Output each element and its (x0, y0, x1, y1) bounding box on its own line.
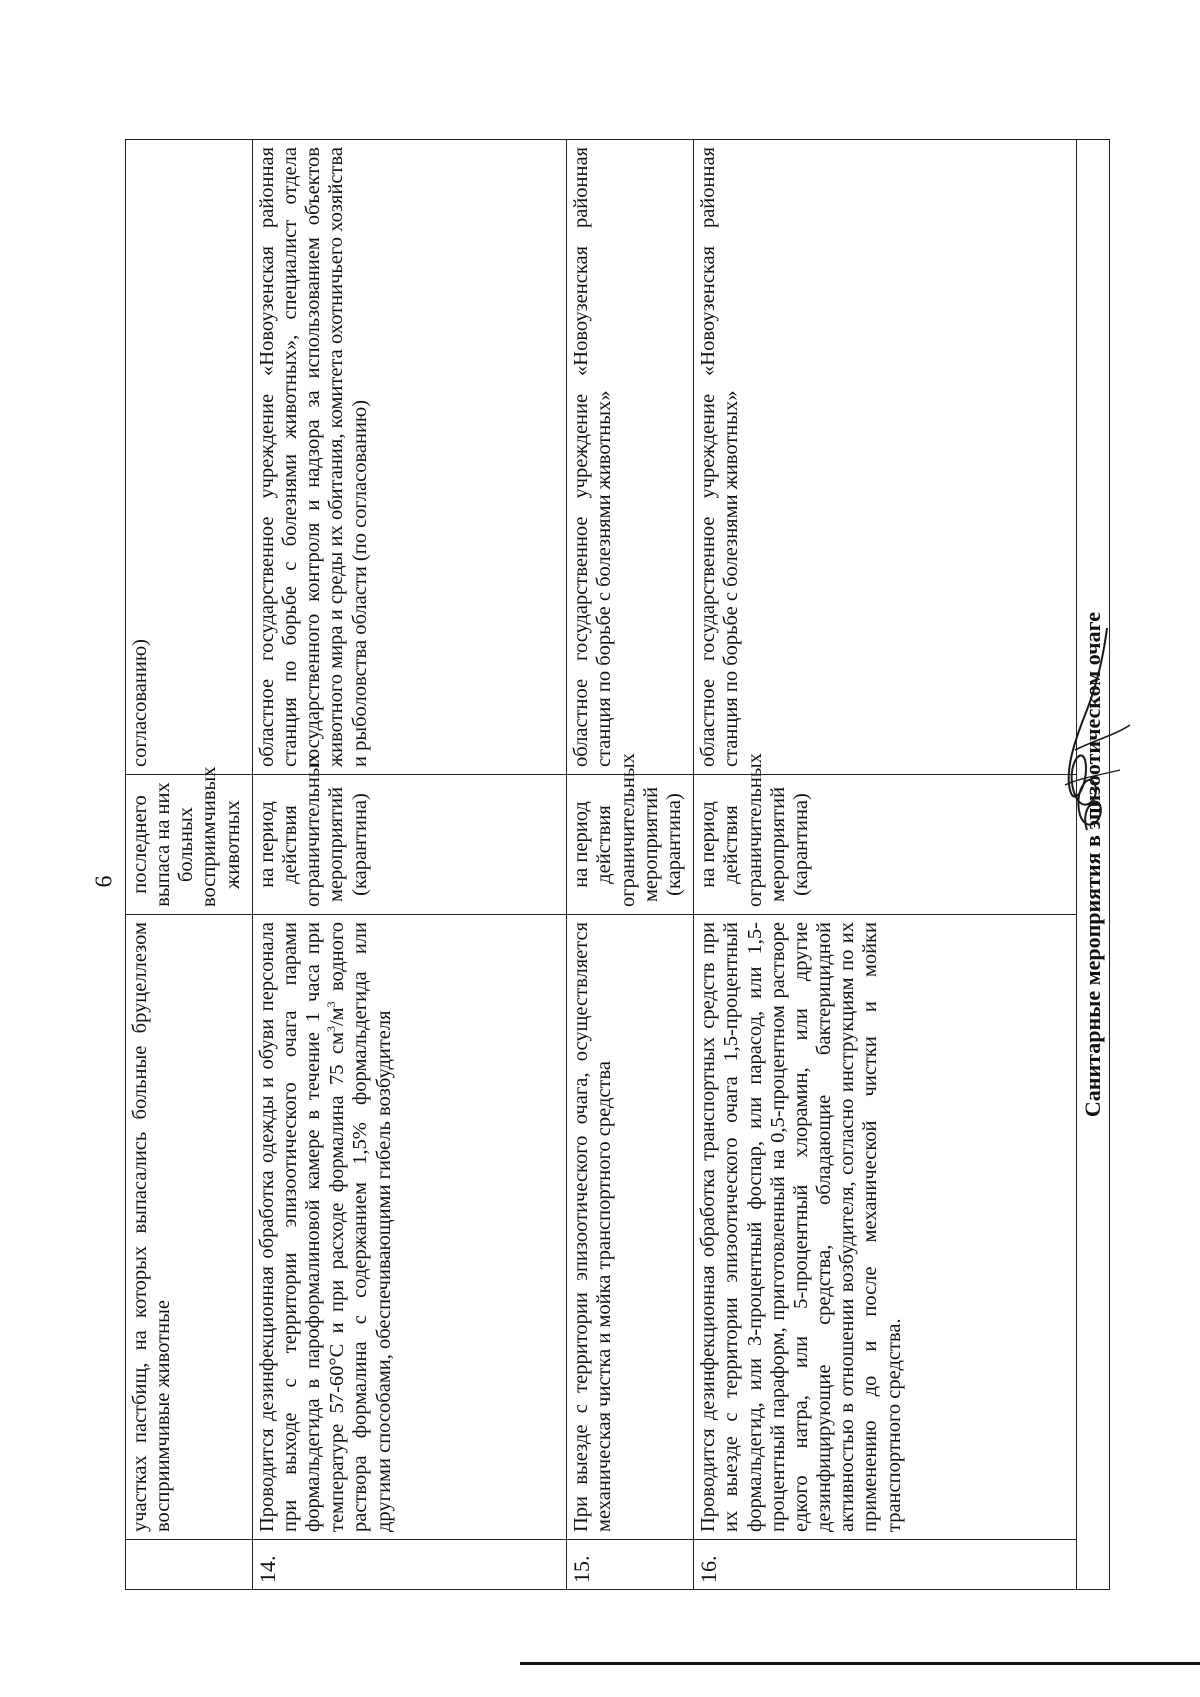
table-row (567, 140, 694, 1590)
action-cell: Проводится дезинфекционная обработка транспортных средств при их выезде с территории эпизоотического очага 1,5-процентный формальдегид, или 3-процентный фоспар, или парасод, или 1,5-процентный параформ, приготовленный на 0,5-процентном растворе едкого натра, или 5-процентный хлорамин, или другие дезинфицирующие средства, обладающие бактерицидной активностью в отношении возбудителя, согласно инструкциям по их применению до и после механической чистки и мойки транспортного средства. (694, 915, 1077, 1540)
signature-icon (1045, 620, 1155, 850)
action-cell: Проводится дезинфекционная обработка одежды и обуви персонала при выходе с территории эпизоотического очага парами формальдегида в пароформалиновой камере в течение 1 часа при температуре 57-60°С и при расходе формалина 75 $см^3/м^3$ водного раствора формалина с содержанием 1,5% формальдегида или другими способами, обеспечивающими гибель возбудителя (252, 915, 566, 1540)
row-number (126, 1540, 253, 1590)
table-row (694, 140, 1077, 1590)
section-row (1076, 140, 1109, 1590)
row-number: 15. (567, 1540, 694, 1590)
term-cell: последнего выпаса на них больных восприимчивых животных (126, 775, 253, 915)
measures-table (125, 139, 1110, 1590)
section-heading: Санитарные мероприятия в эпизоотическом очаге (1076, 140, 1109, 1590)
row-number: 16. (694, 1540, 1077, 1590)
row-number: 14. (252, 1540, 566, 1590)
rotated-table-container (125, 140, 1110, 1590)
table-row (252, 140, 566, 1590)
responsible-cell: согласованию) (126, 140, 253, 775)
bottom-edge-line (520, 1662, 1200, 1665)
term-cell: на период действия ограничительных мероприятий (карантина) (694, 775, 1077, 915)
action-cell: При выезде с территории эпизоотического очага, осуществляется механическая чистка и мойка транспортного средства (567, 915, 694, 1540)
responsible-cell: областное государственное учреждение «Новоузенская районная станция по борьбе с болезнями животных» (694, 140, 1077, 775)
term-cell: на период действия ограничительных мероприятий (карантина) (567, 775, 694, 915)
action-cell: участках пастбищ, на которых выпасались больные бруцеллезом восприимчивые животные (126, 915, 253, 1540)
responsible-cell: областное государственное учреждение «Новоузенская районная станция по борьбе с болезнями животных», специалист отдела государственного контроля и надзора за использованием объектов животного мира и среды их обитания, комитета охотничьего хозяйства и рыболовства области (по согласованию) (252, 140, 566, 775)
term-cell: на период действия ограничительных мероприятий (карантина) (252, 775, 566, 915)
responsible-cell: областное государственное учреждение «Новоузенская районная станция по борьбе с болезнями животных» (567, 140, 694, 775)
page-number: 6 (91, 875, 118, 888)
table-row (126, 140, 253, 1590)
